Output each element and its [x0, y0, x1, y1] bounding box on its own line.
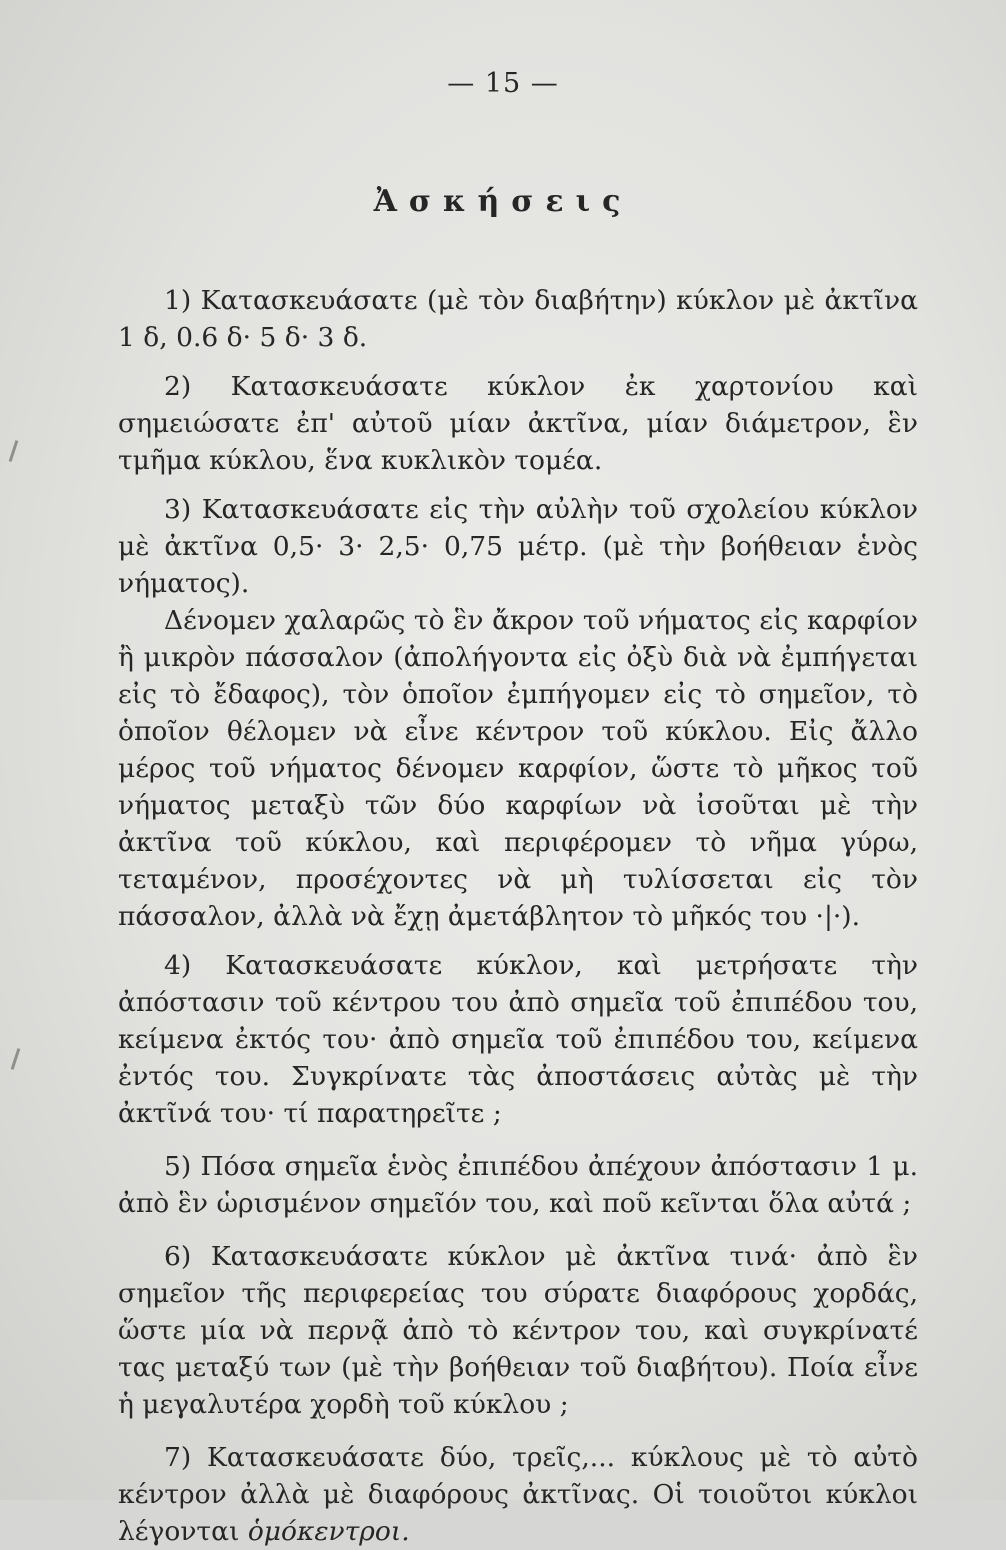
exercise-6: 6) Κατασκευάσατε κύκλον μὲ ἀκτῖνα τινά· ἀπὸ ἓν σημεῖον τῆς περιφερείας του σύρατε διαφόρους χορδάς, ὥστε μία νὰ περνᾷ ἀπὸ τὸ κέντρον του, καὶ συγκρίνατέ τας μεταξύ των (μὲ τὴν βοήθειαν τοῦ διαβήτου). Ποία εἶνε ἡ μεγαλυτέρα χορδὴ τοῦ κύκλου ;: [118, 1241, 918, 1420]
exercise-1: 1) Κατασκευάσατε (μὲ τὸν διαβήτην) κύκλον μὲ ἀκτῖνα 1 δ, 0.6 δ· 5 δ· 3 δ.: [118, 285, 918, 353]
page-number: — 15 —: [447, 68, 559, 99]
exercise-4: 4) Κατασκευάσατε κύκλον, καὶ μετρήσατε τὴν ἀπόστασιν τοῦ κέντρου του ἀπὸ σημεῖα τοῦ ἐπιπέδου του, κείμενα ἐκτός του· ἀπὸ σημεῖα τοῦ ἐπιπέδου του, κείμενα ἐντός του. Συγκρίνατε τὰς ἀποστάσεις αὐτὰς μὲ τὴν ἀκτῖνά του· τί παρατηρεῖτε ;: [118, 950, 918, 1129]
exercise-7: [118, 1439, 918, 1550]
exercise-3-note: Δένομεν χαλαρῶς τὸ ἓν ἄκρον τοῦ νήματος εἰς καρφίον ἢ μικρὸν πάσσαλον (ἀπολήγοντα εἰς ὀξὺ διὰ νὰ ἐμπήγεται εἰς τὸ ἔδαφος), τὸν ὁποῖον ἐμπήγομεν εἰς τὸ σημεῖον, τὸ ὁποῖον θέλομεν νὰ εἶνε κέντρον τοῦ κύκλου. Εἰς ἄλλο μέρος τοῦ νήματος δένομεν καρφίον, ὥστε τὸ μῆκος τοῦ νήματος μεταξὺ τῶν δύο καρφίων νὰ ἰσοῦται μὲ τὴν ἀκτῖνα τοῦ κύκλου, καὶ περιφέρομεν τὸ νῆμα γύρω, τεταμένον, προσέχοντες νὰ μὴ τυλίσσεται εἰς τὸν πάσσαλον, ἀλλὰ νὰ ἔχῃ ἀμετάβλητον τὸ μῆκός του ·|·).: [118, 605, 918, 932]
concentric-term: ὁμόκεντροι.: [247, 1516, 410, 1547]
exercise-list: [118, 282, 918, 1550]
exercise-3: 3) Κατασκευάσατε εἰς τὴν αὐλὴν τοῦ σχολείου κύκλον μὲ ἀκτῖνα 0,5· 3· 2,5· 0,75 μέτρ. (μὲ τὴν βοήθειαν ἑνὸς νήματος).: [118, 494, 918, 599]
exercise-7-text: 7) Κατασκευάσατε δύο, τρεῖς,... κύκλους μὲ τὸ αὐτὸ κέντρον ἀλλὰ μὲ διαφόρους ἀκτῖνας. Οἱ τοιοῦτοι κύκλοι λέγονται: [118, 1442, 918, 1547]
exercise-2: 2) Κατασκευάσατε κύκλον ἐκ χαρτονίου καὶ σημειώσατε ἐπ' αὐτοῦ μίαν ἀκτῖνα, μίαν διάμετρον, ἓν τμῆμα κύκλου, ἕνα κυκλικὸν τομέα.: [118, 371, 918, 476]
margin-mark: [9, 440, 19, 462]
exercise-5: 5) Πόσα σημεῖα ἑνὸς ἐπιπέδου ἀπέχουν ἀπόστασιν 1 μ. ἀπὸ ἓν ὡρισμένον σημεῖόν του, καὶ ποῦ κεῖνται ὅλα αὐτά ;: [118, 1151, 918, 1219]
margin-mark: [11, 1048, 21, 1070]
section-heading: Ἀσκήσεις: [373, 184, 633, 219]
